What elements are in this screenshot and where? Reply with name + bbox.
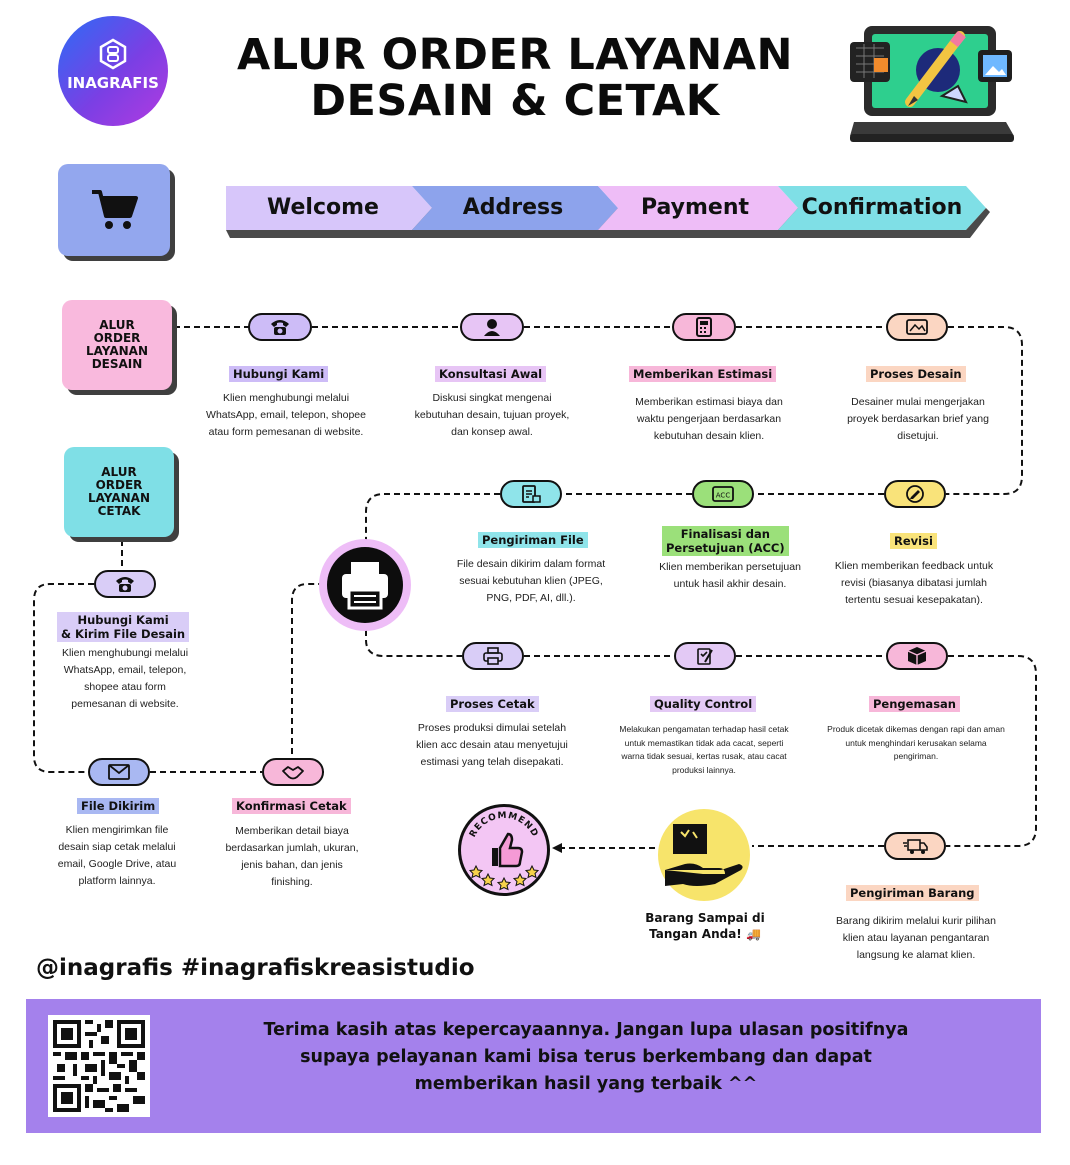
calculator-icon xyxy=(695,317,713,337)
step-proses-desain-node xyxy=(886,313,948,341)
delivery-truck-icon xyxy=(902,837,928,855)
step-hubungi-kami-desc: Klien menghubungi melalui WhatsApp, email, telepon, shopee atau form pemesanan di website. xyxy=(206,392,366,438)
progress-step-confirmation: Confirmation xyxy=(801,195,963,220)
print-proses-cetak-desc: Proses produksi dimulai setelah klien acc desain atau menyetujui estimasi yang telah disepakati. xyxy=(416,722,568,768)
step-acc-node xyxy=(692,480,754,508)
file-send-icon xyxy=(520,484,542,504)
print-file-dikirim-title: File Dikirim xyxy=(77,798,159,814)
title-line-1: ALUR ORDER LAYANAN xyxy=(236,30,794,80)
print-hubungi-title-line-2: & Kirim File Desain xyxy=(61,627,186,641)
qr-code-icon xyxy=(53,1020,145,1112)
step-pengiriman-file-node xyxy=(500,480,562,508)
print-hubungi-node xyxy=(94,570,156,598)
print-proses-cetak-node xyxy=(462,642,524,670)
print-quality-title: Quality Control xyxy=(650,696,756,712)
print-hubungi-title-line-1: Hubungi Kami xyxy=(77,613,169,627)
step-proses-desain-title: Proses Desain xyxy=(866,366,966,382)
section-design-box xyxy=(62,300,172,390)
print-quality-node xyxy=(674,642,736,670)
step-acc-title xyxy=(662,526,789,556)
print-hubungi-desc: Klien menghubungi melalui WhatsApp, email, telepon, shopee atau form pemesanan di website. xyxy=(61,647,189,710)
title-line-2: DESAIN & CETAK xyxy=(310,76,720,126)
arrival-caption xyxy=(620,910,790,942)
print-pengemasan-title: Pengemasan xyxy=(869,696,960,712)
print-pengemasan-desc: Produk dicetak dikemas dengan rapi dan aman untuk menghindari kerusakan selama pengiriman. xyxy=(827,724,1005,761)
step-proses-desain-desc: Desainer mulai mengerjakan proyek berdasarkan brief yang disetujui. xyxy=(847,396,989,442)
print-file-dikirim-node xyxy=(88,758,150,786)
arrival-line-1: Barang Sampai di xyxy=(645,911,765,925)
print-pengemasan-node xyxy=(886,642,948,670)
step-pengiriman-file-desc: File desain dikirim dalam format sesuai kebutuhan klien (JPEG, PNG, PDF, AI, dll.). xyxy=(456,558,606,604)
step-estimasi-desc: Memberikan estimasi biaya dan waktu pengerjaan berdasarkan kebutuhan desain klien. xyxy=(635,396,783,442)
step-estimasi-node xyxy=(672,313,736,341)
progress-step-address: Address xyxy=(462,195,564,220)
step-revisi-title: Revisi xyxy=(890,533,937,549)
progress-step-welcome: Welcome xyxy=(267,195,379,220)
social-handle: @inagrafis #inagrafiskreasistudio xyxy=(36,955,475,981)
printer-hub-icon xyxy=(318,538,412,632)
print-proses-cetak-title: Proses Cetak xyxy=(446,696,539,712)
logo-text: INAGRAFIS xyxy=(67,74,159,92)
recommend-badge-text: RECOMMEND xyxy=(468,810,540,840)
svg-text:ACC: ACC xyxy=(715,491,731,500)
telephone-icon xyxy=(114,575,136,593)
step-revisi-node xyxy=(884,480,946,508)
section-print-box xyxy=(64,447,174,537)
consultant-icon xyxy=(482,317,502,337)
print-konfirmasi-title: Konfirmasi Cetak xyxy=(232,798,351,814)
mail-icon xyxy=(107,763,131,781)
printer-icon xyxy=(483,647,503,665)
handshake-icon xyxy=(281,763,305,781)
print-pengiriman-title: Pengiriman Barang xyxy=(846,885,979,901)
step-konsultasi-desc: Diskusi singkat mengenai kebutuhan desain, tujuan proyek, dan konsep awal. xyxy=(414,392,570,438)
qr-code[interactable] xyxy=(48,1015,150,1117)
step-acc-title-line-1: Finalisasi dan xyxy=(680,527,770,541)
step-hubungi-kami-node xyxy=(248,313,312,341)
footer-banner xyxy=(26,999,1041,1133)
step-acc-desc: Klien memberikan persetujuan untuk hasil akhir desain. xyxy=(659,561,801,590)
print-pengiriman-node xyxy=(884,832,946,860)
step-acc-title-line-2: Persetujuan (ACC) xyxy=(666,541,785,555)
recommend-badge-icon xyxy=(456,802,552,898)
print-quality-desc: Melakukan pengamatan terhadap hasil cetak untuk memastikan tidak ada cacat, seperti warna tidak sesuai, kertas rusak, atau cacat produksi lainnya. xyxy=(619,724,789,775)
print-konfirmasi-node xyxy=(262,758,324,786)
footer-message xyxy=(206,1017,966,1098)
step-estimasi-title: Memberikan Estimasi xyxy=(629,366,776,382)
step-hubungi-kami-title: Hubungi Kami xyxy=(229,366,328,382)
revision-icon xyxy=(905,484,925,504)
design-board-icon xyxy=(905,318,929,336)
step-konsultasi-title: Konsultasi Awal xyxy=(435,366,546,382)
print-pengiriman-desc: Barang dikirim melalui kurir pilihan klien atau layanan pengantaran langsung ke alamat klien. xyxy=(836,915,996,961)
package-box-icon xyxy=(907,646,927,666)
step-konsultasi-node xyxy=(460,313,524,341)
step-revisi-desc: Klien memberikan feedback untuk revisi (biasanya dibatasi jumlah tertentu sesuai kesepakatan). xyxy=(834,560,994,606)
telephone-icon xyxy=(269,318,291,336)
arrival-line-2: Tangan Anda! 🚚 xyxy=(649,927,761,941)
print-file-dikirim-desc: Klien mengirimkan file desain siap cetak melalui email, Google Drive, atau platform lainnya. xyxy=(57,824,177,887)
progress-step-payment: Payment xyxy=(640,195,750,220)
section-design-label: ALUR ORDER LAYANAN DESAIN xyxy=(86,318,148,371)
footer-line-1: Terima kasih atas kepercayaannya. Jangan lupa ulasan positifnya xyxy=(263,1020,909,1040)
quality-check-icon xyxy=(695,646,715,666)
approval-stamp-icon xyxy=(711,485,735,503)
print-hubungi-title xyxy=(57,612,189,642)
print-konfirmasi-desc: Memberikan detail biaya berdasarkan jumlah, ukuran, jenis bahan, dan jenis finishing. xyxy=(225,825,359,888)
step-pengiriman-file-title: Pengiriman File xyxy=(478,532,588,548)
footer-line-3: memberikan hasil yang terbaik ^^ xyxy=(414,1074,758,1094)
footer-line-2: supaya pelayanan kami bisa terus berkembang dan dapat xyxy=(300,1047,872,1067)
package-arrival-icon xyxy=(655,808,753,902)
section-print-label: ALUR ORDER LAYANAN CETAK xyxy=(88,465,150,518)
